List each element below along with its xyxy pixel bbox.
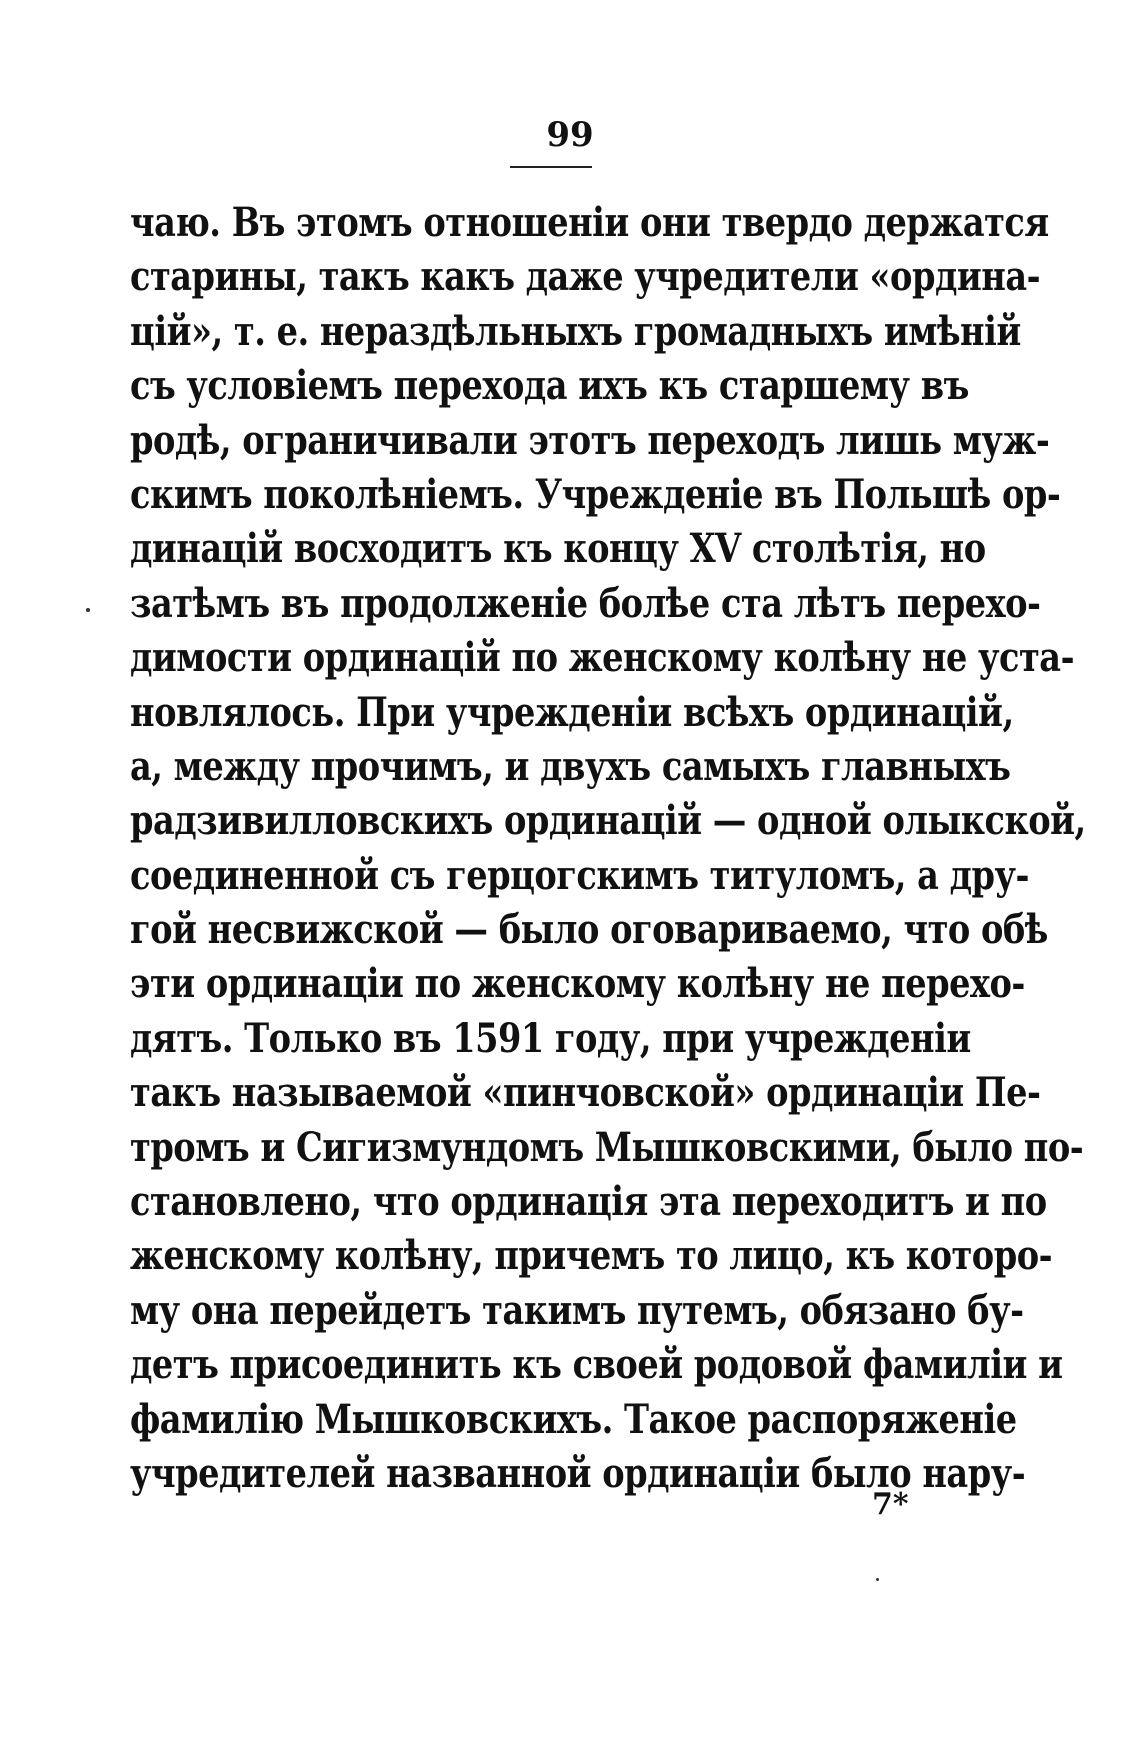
text-line: му она перейдетъ такимъ путемъ, обязано бу-: [130, 1286, 1024, 1334]
print-speck: [876, 1578, 879, 1581]
text-line: дятъ. Только въ 1591 году, при учрежденіи: [130, 1014, 971, 1062]
text-line: соединенной съ герцогскимъ титуломъ, а дру-: [130, 851, 1029, 899]
text-line: гой несвижской — было оговариваемо, что обѣ: [130, 906, 1048, 954]
text-line: такъ называемой «пинчовской» ординаціи Пе-: [130, 1069, 1041, 1117]
text-line: становлено, что ординація эта переходитъ и по: [130, 1178, 1047, 1226]
text-line: женскому колѣну, причемъ то лицо, къ которо-: [130, 1232, 1053, 1280]
text-line: детъ присоединить къ своей родовой фамиліи и: [130, 1341, 1063, 1389]
text-line: тромъ и Сигизмундомъ Мышковскими, было по-: [130, 1123, 1084, 1171]
text-line: затѣмъ въ продолженіе болѣе ста лѣтъ перехо-: [130, 579, 1041, 627]
text-line: динацій восходитъ къ концу XV столѣтія, но: [130, 525, 986, 573]
signature-mark: 7*: [872, 1487, 909, 1522]
text-line: чаю. Въ этомъ отношеніи они твердо держатся: [130, 199, 1049, 246]
text-line: димости ординацій по женскому колѣну не уста-: [130, 634, 1075, 682]
page-number-rule: [510, 166, 592, 168]
text-line: съ условіемъ перехода ихъ къ старшему въ: [130, 362, 969, 410]
text-line: учредителей названной ординаціи было нару-: [130, 1449, 1026, 1497]
text-line: а, между прочимъ, и двухъ самыхъ главныхъ: [130, 742, 1011, 790]
page-number: 99: [546, 115, 594, 155]
text-line: старины, такъ какъ даже учредители «ордина-: [130, 253, 1041, 301]
text-line: скимъ поколѣніемъ. Учрежденіе въ Польшѣ ор-: [130, 470, 1061, 518]
text-line: эти ординаціи по женскому колѣну не перехо-: [130, 960, 1025, 1008]
text-line: цій», т. е. нераздѣльныхъ громадныхъ имѣній: [130, 307, 1021, 355]
text-line: радзивилловскихъ ординацій — одной олыкской,: [130, 797, 1086, 845]
text-line: новлялось. При учрежденіи всѣхъ ординацій,: [130, 688, 1014, 736]
body-text: [130, 196, 1086, 1501]
text-line: фамилію Мышковскихъ. Такое распоряженіе: [130, 1395, 1017, 1443]
print-speck: [86, 608, 90, 612]
text-line: родѣ, ограничивали этотъ переходъ лишь муж-: [130, 416, 1050, 464]
